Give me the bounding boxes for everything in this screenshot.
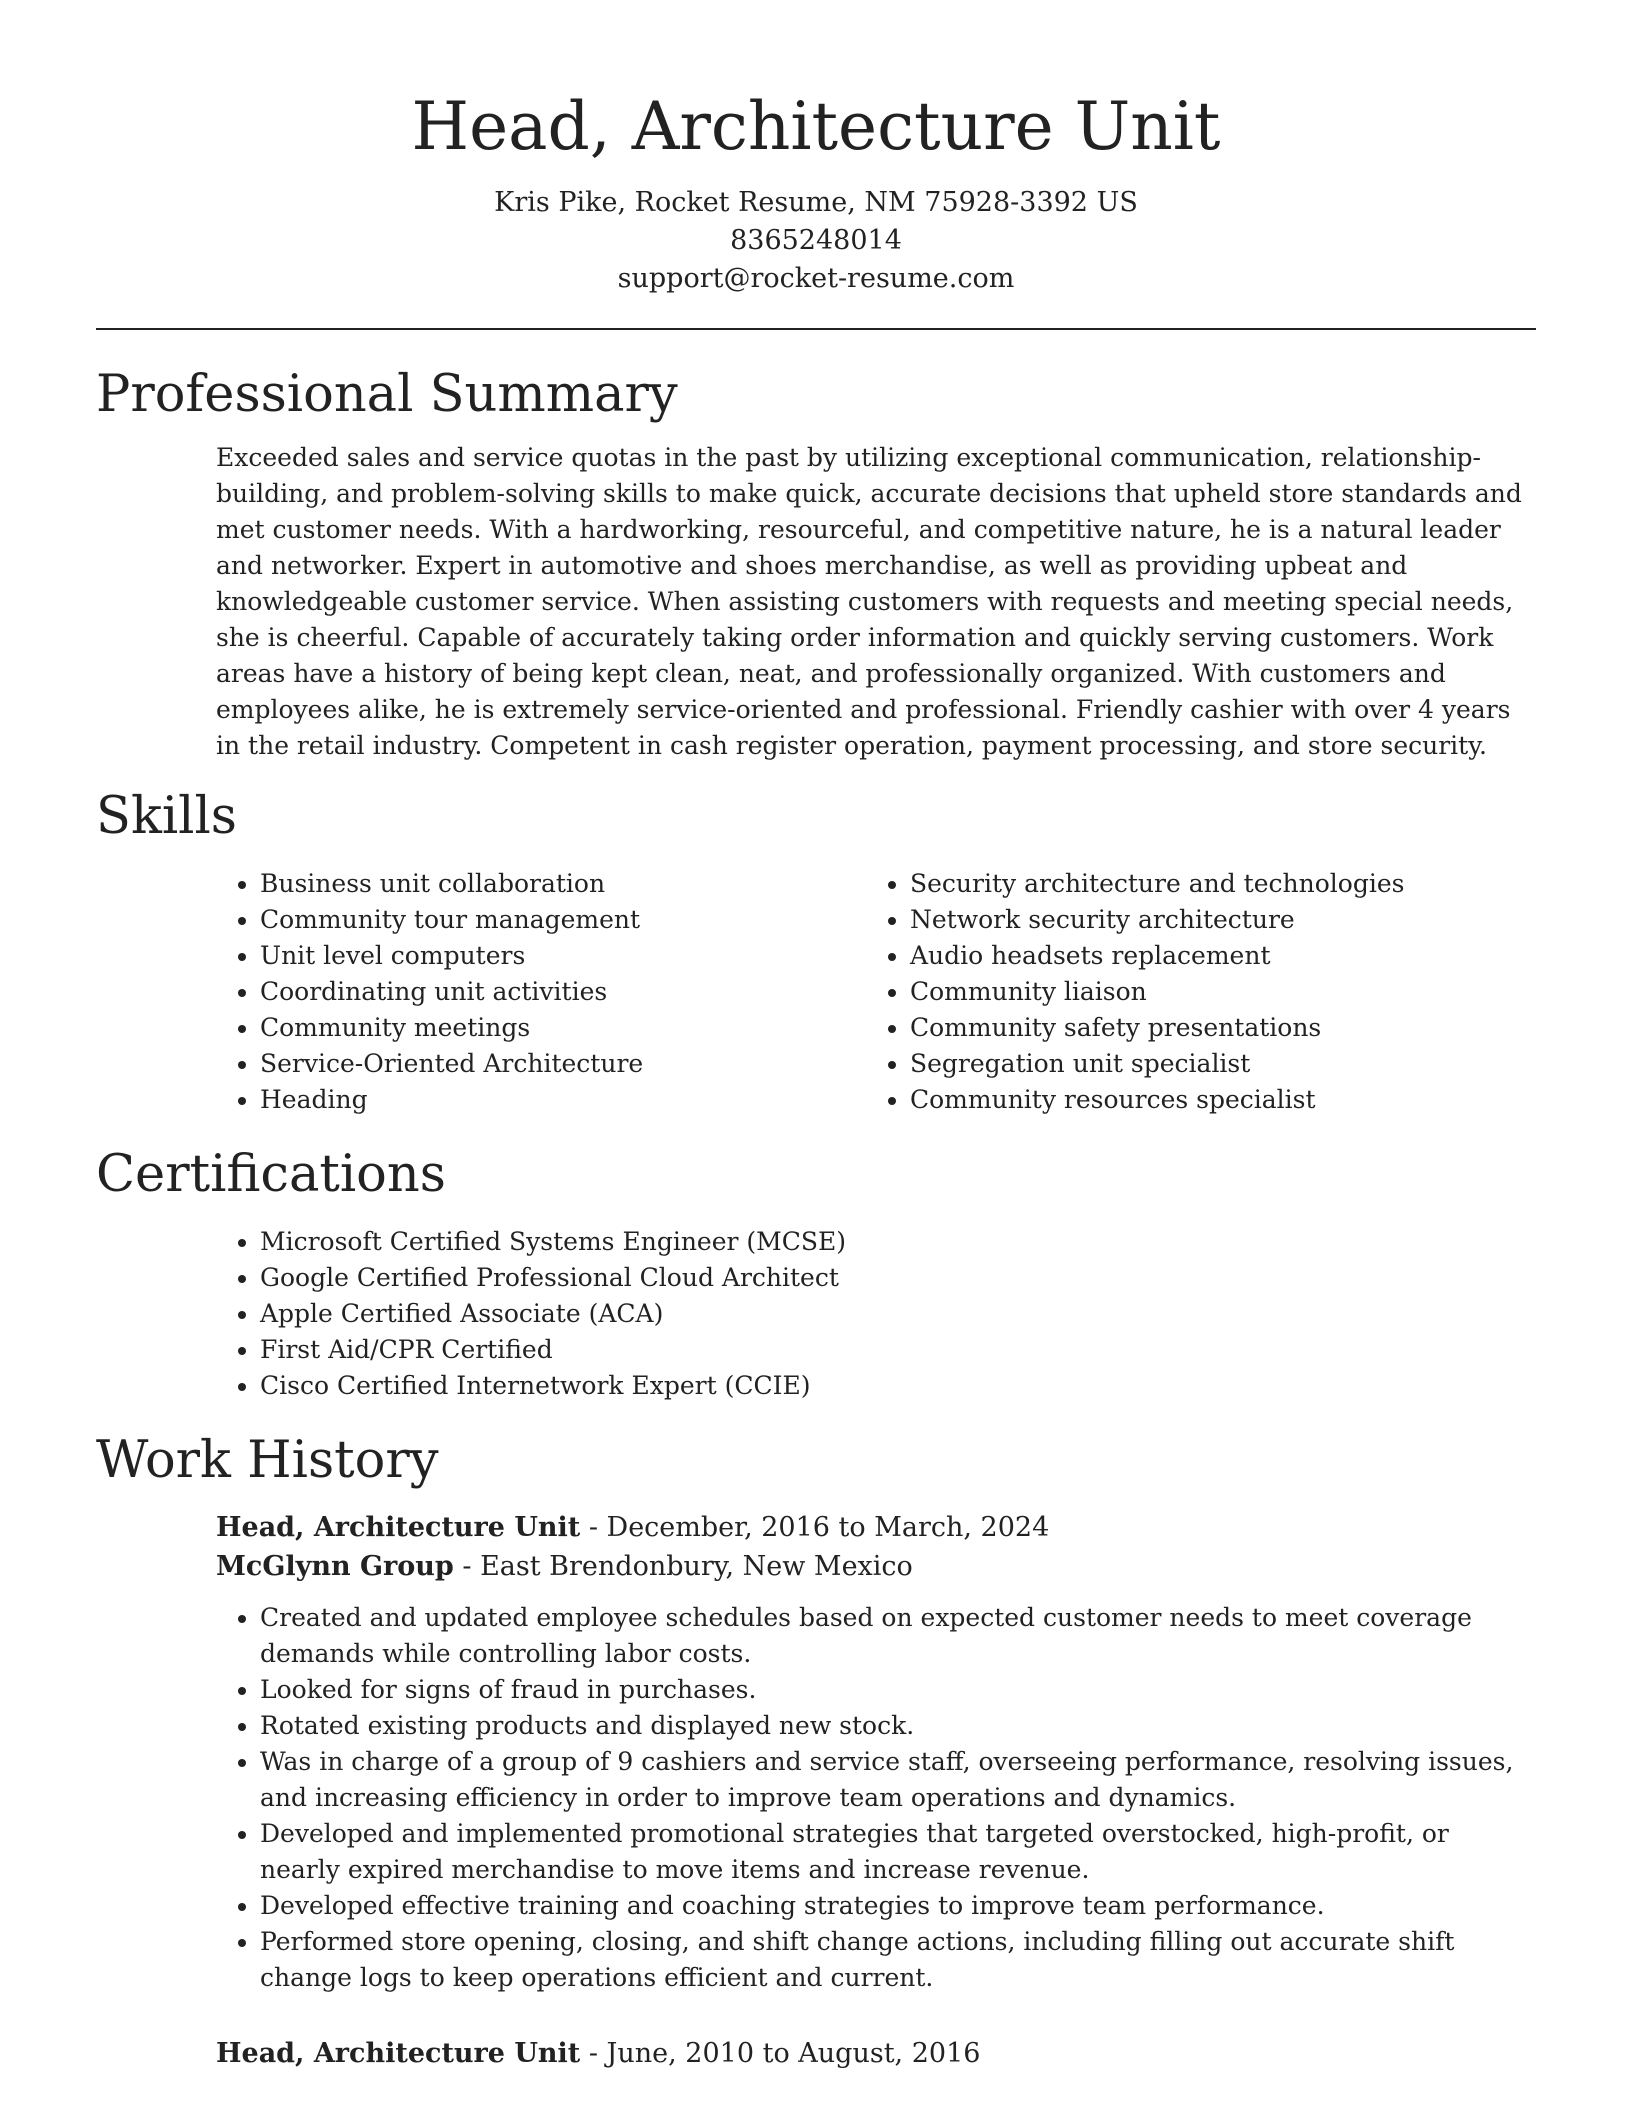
job-title-line (216, 1508, 1536, 1547)
certifications-section (96, 1144, 1536, 1404)
certifications-list (216, 1224, 1536, 1404)
skill-item: • Coordinating unit activities (260, 974, 866, 1010)
skills-columns (216, 866, 1536, 1118)
skills-section (96, 786, 1536, 1118)
skills-column-right (866, 866, 1516, 1118)
job-duties (216, 1600, 1536, 1996)
job-company: McGlynn Group (216, 1551, 454, 1582)
job-dates: - December, 2016 to March, 2024 (580, 1512, 1050, 1543)
job-duty-item: • Performed store opening, closing, and shift change actions, including filling out accurate shift change logs to keep operations efficient and current. (260, 1924, 1536, 1996)
skill-item: • Business unit collaboration (260, 866, 866, 902)
job-duty-item: • Created and updated employee schedules based on expected customer needs to meet coverage demands while controlling labor costs. (260, 1600, 1536, 1672)
skills-column-left (216, 866, 866, 1118)
job-duty-item: • Rotated existing products and displayed new stock. (260, 1708, 1536, 1744)
job-title: Head, Architecture Unit (216, 2038, 581, 2069)
summary-heading: Professional Summary (96, 365, 678, 424)
resume-title: Head, Architecture Unit (411, 88, 1221, 165)
contact-email: support@rocket-resume.com (617, 263, 1015, 294)
work-history-heading: Work History (96, 1431, 439, 1490)
skills-heading: Skills (96, 787, 237, 846)
job-title: Head, Architecture Unit (216, 1512, 581, 1543)
job-duty-item: • Was in charge of a group of 9 cashiers and service staff, overseeing performance, resolving issues, and increasing efficiency in order to improve team operations and dynamics. (260, 1744, 1536, 1816)
certification-item: • Cisco Certified Internetwork Expert (CCIE) (260, 1368, 1536, 1404)
certification-item: • First Aid/CPR Certified (260, 1332, 1536, 1368)
job-duties-list (216, 1600, 1536, 1996)
skill-item: • Service-Oriented Architecture (260, 1046, 866, 1082)
contact-phone: 8365248014 (730, 225, 902, 256)
skills-list-left (216, 866, 866, 1118)
certifications-heading: Certifications (96, 1145, 446, 1204)
summary-section (96, 364, 1536, 764)
skill-item: • Community tour management (260, 902, 866, 938)
job-company-line (216, 1547, 1536, 1586)
skill-item: • Community safety presentations (910, 1010, 1516, 1046)
certifications-list-wrap (216, 1224, 1536, 1404)
header-divider (96, 328, 1536, 330)
skill-item: • Network security architecture (910, 902, 1516, 938)
job-duty-item: • Developed effective training and coaching strategies to improve team performance. (260, 1888, 1536, 1924)
skill-item: • Community meetings (260, 1010, 866, 1046)
job-dates: - June, 2010 to August, 2016 (580, 2038, 981, 2069)
job-title-line (216, 2034, 1536, 2073)
job-entry (216, 1508, 1536, 1996)
skill-item: • Security architecture and technologies (910, 866, 1516, 902)
job-duty-item: • Looked for signs of fraud in purchases. (260, 1672, 1536, 1708)
certification-item: • Microsoft Certified Systems Engineer (MCSE) (260, 1224, 1536, 1260)
skill-item: • Heading (260, 1082, 866, 1118)
work-history-section (96, 1430, 1536, 2073)
summary-text: Exceeded sales and service quotas in the past by utilizing exceptional communication, relationship-building, and problem-solving skills to make quick, accurate decisions that upheld store standards and met customer needs. With a hardworking, resourceful, and competitive nature, he is a natural leader and networker. Expert in automotive and shoes merchandise, as well as providing upbeat and knowledgeable customer service. When assisting customers with requests and meeting special needs, she is cheerful. Capable of accurately taking order information and quickly serving customers. Work areas have a history of being kept clean, neat, and professionally organized. With customers and employees alike, he is extremely service-oriented and professional. Friendly cashier with over 4 years in the retail industry. Competent in cash register operation, payment processing, and store security. (216, 443, 1522, 760)
certification-item: • Apple Certified Associate (ACA) (260, 1296, 1536, 1332)
skill-item: • Audio headsets replacement (910, 938, 1516, 974)
job-location: - East Brendonbury, New Mexico (453, 1551, 913, 1582)
certification-item: • Google Certified Professional Cloud Architect (260, 1260, 1536, 1296)
job-entry (216, 2034, 1536, 2073)
skill-item: • Community liaison (910, 974, 1516, 1010)
contact-address: Kris Pike, Rocket Resume, NM 75928-3392 US (494, 187, 1138, 218)
skill-item: • Community resources specialist (910, 1082, 1516, 1118)
skills-list-right (866, 866, 1516, 1118)
skill-item: • Segregation unit specialist (910, 1046, 1516, 1082)
skill-item: • Unit level computers (260, 938, 866, 974)
resume-header (96, 0, 1536, 298)
job-duty-item: • Developed and implemented promotional strategies that targeted overstocked, high-profit, or nearly expired merchandise to move items and increase revenue. (260, 1816, 1536, 1888)
